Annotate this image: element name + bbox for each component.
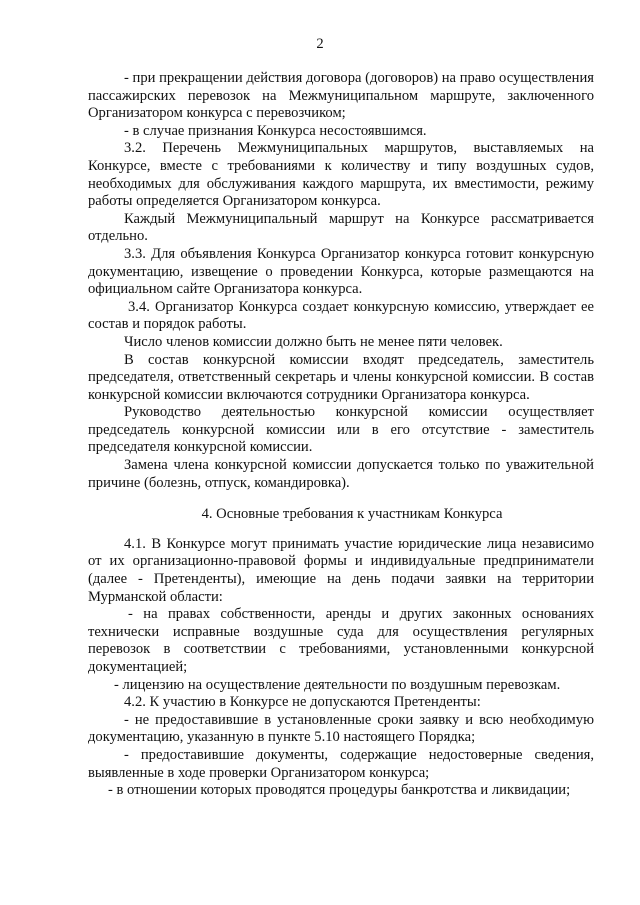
paragraph: Замена члена конкурсной комиссии допускается только по уважительной причине (болезнь, отпуск, командировка). bbox=[88, 457, 594, 491]
paragraph: - в случае признания Конкурса несостоявшимся. bbox=[124, 122, 427, 139]
section-heading: 4. Основные требования к участникам Конкурса bbox=[201, 506, 503, 523]
paragraph: - предоставившие документы, содержащие недостоверные сведения, выявленные в ходе проверки Организатором конкурса; bbox=[88, 746, 594, 781]
paragraph: В состав конкурсной комиссии входят председатель, заместитель председателя, ответственный секретарь и члены конкурсной комиссии. В состав конкурсной комиссии включаются сотрудники Организатора конкурса. bbox=[88, 351, 594, 403]
paragraph: 3.2. Перечень Межмуниципальных маршрутов, выставляемых на Конкурсе, вместе с требованиями к количеству и типу воздушных судов, необходимых для обслуживания каждого маршрута, их вместимости, режиму работы определяется Организатором конкурса. bbox=[88, 140, 594, 210]
paragraph: - лицензию на осуществление деятельности по воздушным перевозкам. bbox=[114, 676, 561, 693]
paragraph: - не предоставившие в установленные сроки заявку и всю необходимую документацию, указанную в пункте 5.10 настоящего Порядка; bbox=[88, 711, 594, 746]
paragraph: 3.3. Для объявления Конкурса Организатор конкурса готовит конкурсную документацию, извещение о проведении Конкурса, которые размещаются на официальном сайте Организатора конкурса. bbox=[88, 245, 594, 298]
paragraph: Число членов комиссии должно быть не менее пяти человек. bbox=[124, 333, 503, 350]
paragraph: 4.2. К участию в Конкурсе не допускаются Претенденты: bbox=[124, 694, 481, 711]
paragraph: - в отношении которых проводятся процедуры банкротства и ликвидации; bbox=[108, 782, 571, 799]
paragraph: 4.1. В Конкурсе могут принимать участие юридические лица независимо от их организационно-правовой формы и индивидуальные предприниматели (далее - Претенденты), имеющие на день подачи заявки на территории Мурманской области: bbox=[88, 535, 594, 605]
paragraph: - при прекращении действия договора (договоров) на право осуществления пассажирских перевозок на Межмуниципальном маршруте, заключенного Организатором конкурса с перевозчиком; bbox=[88, 70, 594, 122]
paragraph: 3.4. Организатор Конкурса создает конкурсную комиссию, утверждает ее состав и порядок работы. bbox=[88, 298, 594, 333]
paragraph: - на правах собственности, аренды и других законных основаниях технически исправные воздушные суда для осуществления регулярных перевозок в соответствии с требованиями, установленными конкурсной документацией; bbox=[88, 606, 594, 675]
paragraph: Каждый Межмуниципальный маршрут на Конкурсе рассматривается отдельно. bbox=[88, 210, 594, 245]
paragraph: Руководство деятельностью конкурсной комиссии осуществляет председатель конкурсной комиссии или в его отсутствие - заместитель председателя конкурсной комиссии. bbox=[88, 404, 594, 456]
page-number: 2 bbox=[316, 36, 324, 52]
document-body bbox=[88, 70, 594, 800]
